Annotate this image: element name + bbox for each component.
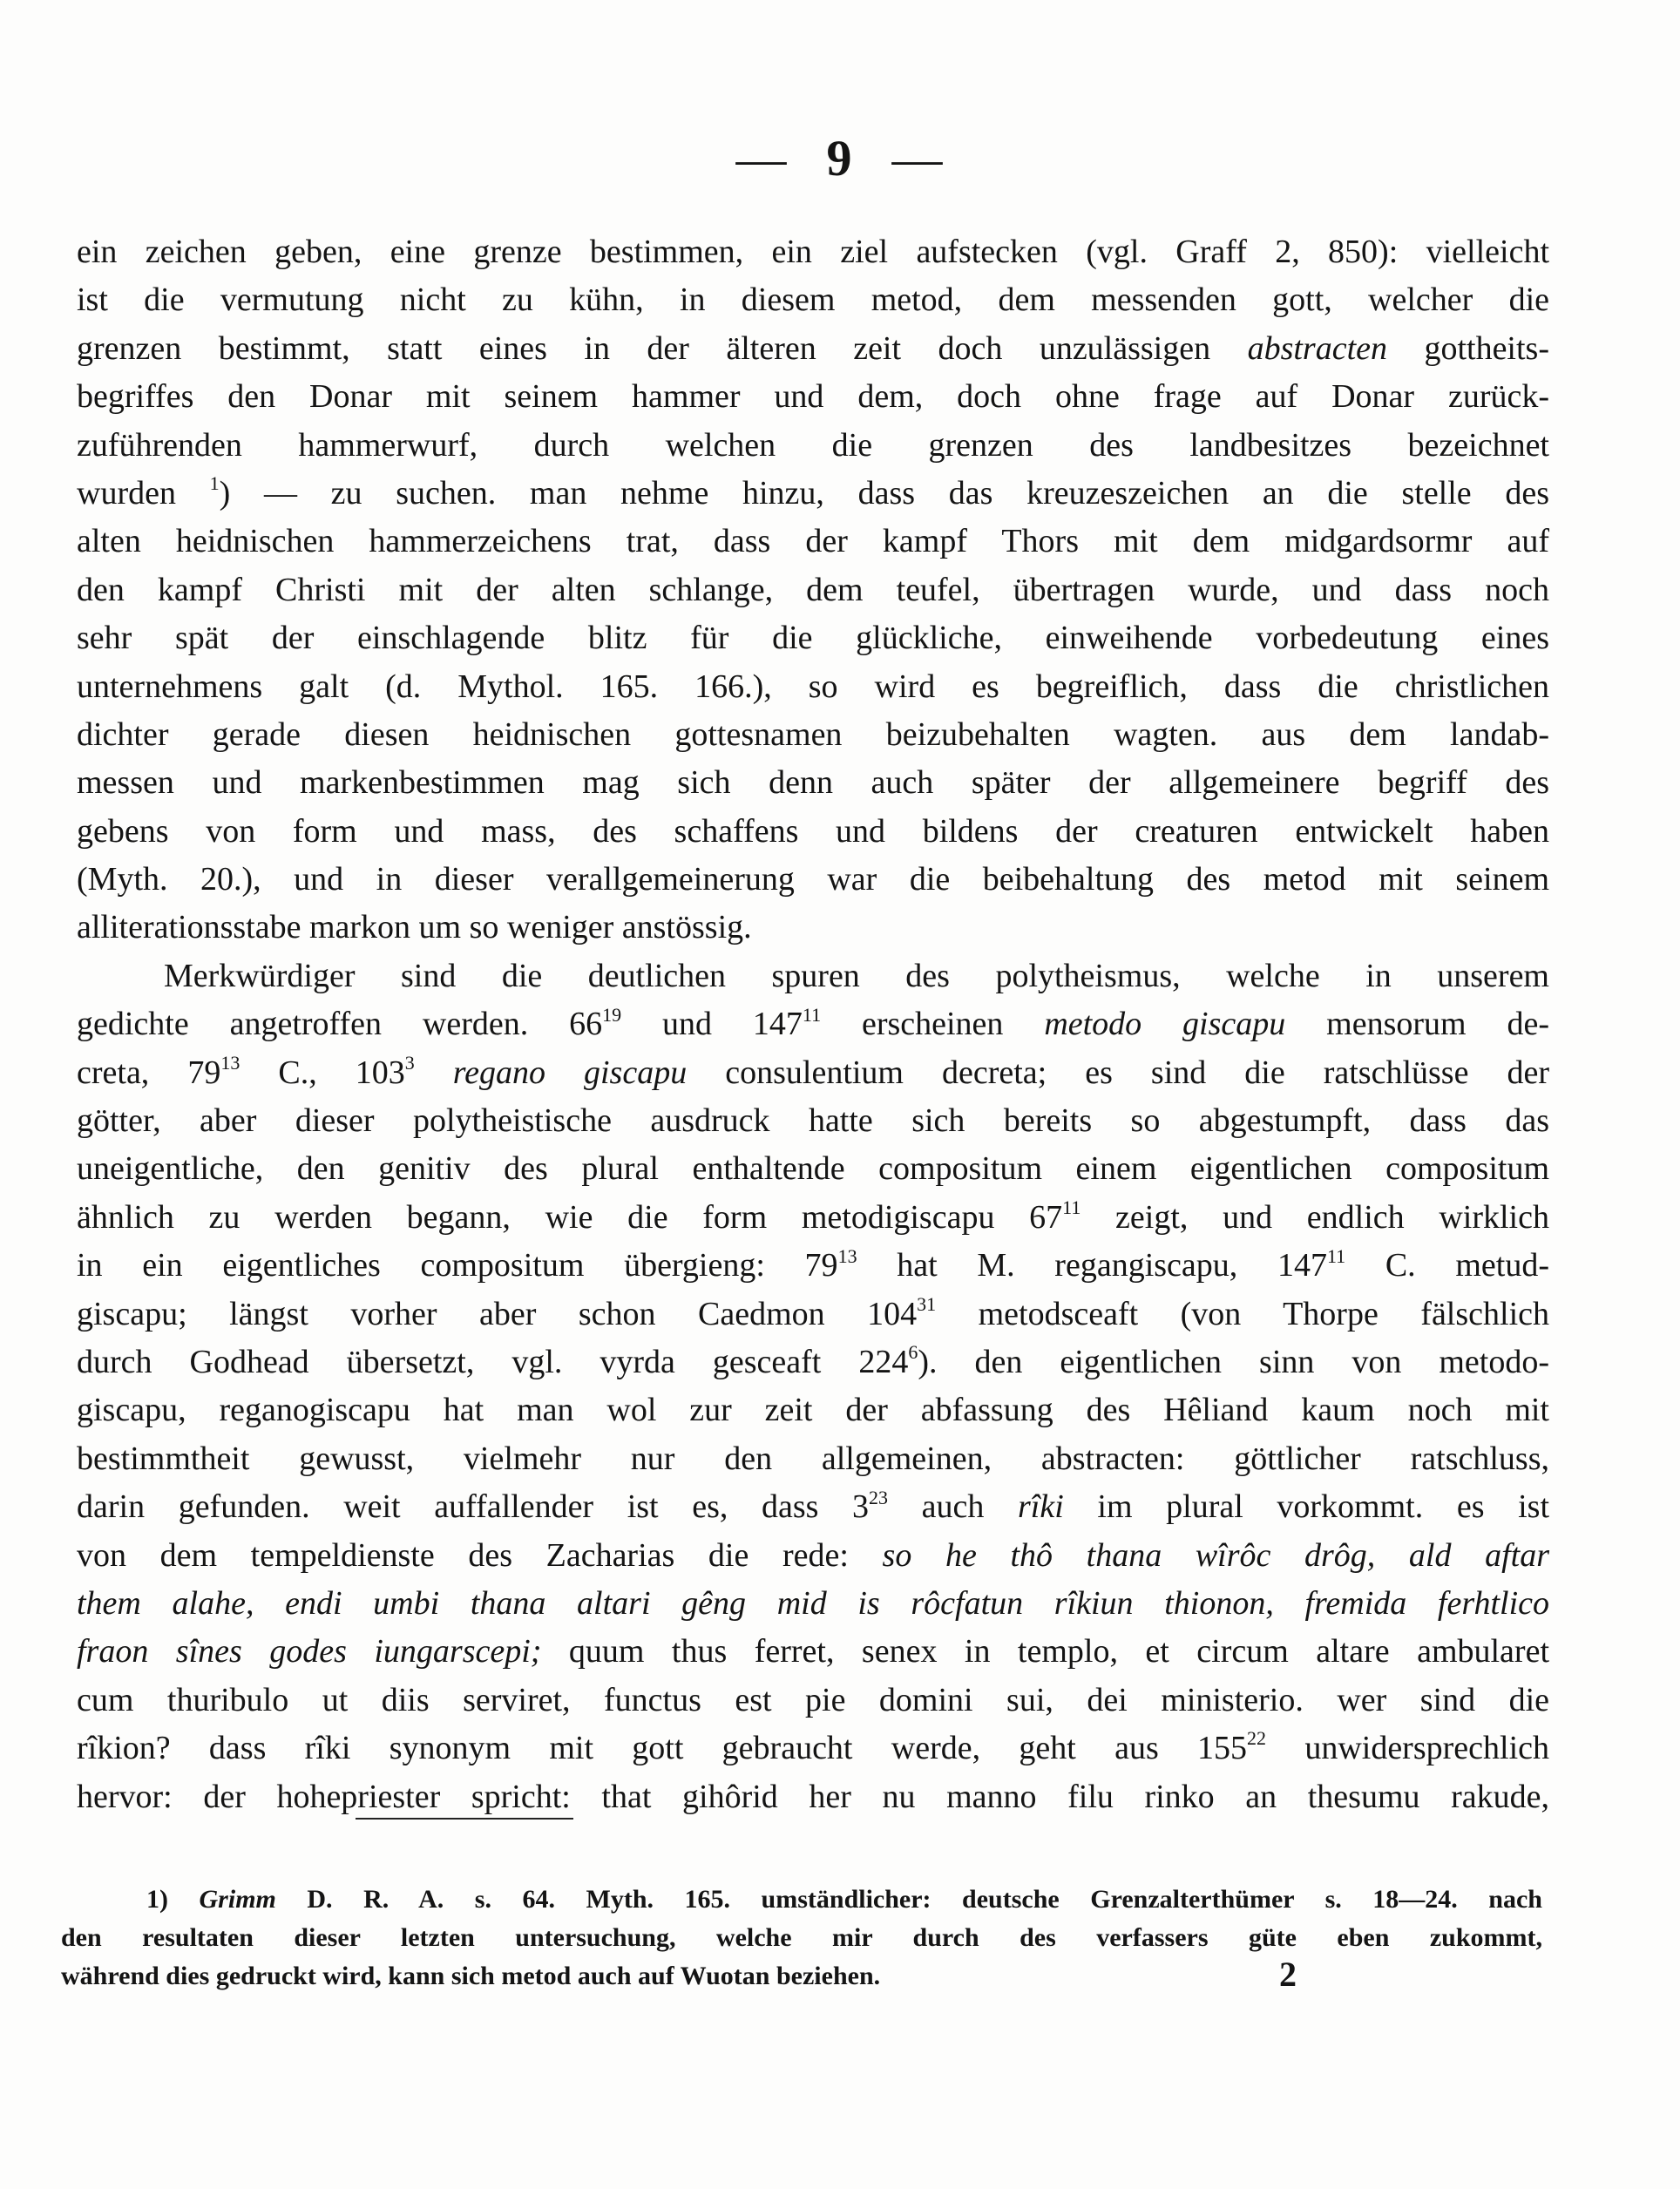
header-dash-right: — [891, 130, 945, 186]
text-line: wurden $^1$) — zu suchen. man nehme hinzu, dass das kreuzeszeichen an die stelle des [77, 472, 1549, 512]
body-text [77, 228, 1549, 1821]
text-line: den kampf Christi mit der alten schlange, dem teufel, übertragen wurde, und dass noch [77, 571, 1549, 608]
text-line: alten heidnischen hammerzeichens trat, dass der kampf Thors mit dem midgardsormr auf [77, 523, 1549, 560]
text-line: begriffes den Donar mit seinem hammer und dem, doch ohne frage auf Donar zurück- [77, 378, 1549, 416]
text-line: them alahe, endi umbi thana altari gêng mid is rôcfatun rîkiun thionon, fremida ferhtlico [77, 1584, 1549, 1622]
footnote-line: den resultaten dieser letzten untersuchung, welche mir durch des verfassers güte eben zukommt, [61, 1923, 1542, 1952]
text-line: sehr spät der einschlagende blitz für die glückliche, einweihende vorbedeutung eines [77, 620, 1549, 657]
italic-term: abstracten [1247, 329, 1387, 367]
text-line: in ein eigentliches compositum übergieng: $79^{13}$ hat M. regangiscapu, $147^{11}$ C. metud- [77, 1244, 1549, 1284]
text-line: gedichte angetroffen werden. $66^{19}$ und $147^{11}$ erscheinen metodo giscapu mensorum de- [77, 1003, 1549, 1043]
text-line: hervor: der hohepriester spricht: that gihôrid her nu manno filu rinko an thesumu rakude, [77, 1778, 1549, 1815]
text-line: unternehmens galt (d. Mythol. 165. 166.), so wird es begreiflich, dass die christlichen [77, 668, 1549, 705]
text-line: darin gefunden. weit auffallender ist es, dass $3^{23}$ auch rîki im plural vorkommt. es ist [77, 1486, 1550, 1526]
text-line: ist die vermutung nicht zu kühn, in diesem metod, dem messenden gott, welcher die [77, 281, 1549, 319]
text-line: messen und markenbestimmen mag sich denn auch später der allgemeinere begriff des [77, 764, 1549, 802]
text-line: rîkion? dass rîki synonym mit gott gebraucht werde, geht aus $155^{22}$ unwidersprechlich [77, 1727, 1549, 1767]
footnote [61, 1881, 1542, 1996]
footnote-divider [356, 1818, 573, 1820]
text-line: dichter gerade diesen heidnischen gottesnamen beizubehalten wagten. aus dem landab- [77, 715, 1549, 753]
text-line: cum thuribulo ut diis serviret, functus est pie domini sui, dei ministerio. wer sind die [77, 1681, 1549, 1718]
text-line: giscapu; längst vorher aber schon Caedmon $104^{31}$ metodsceaft (von Thorpe fälschlich [77, 1292, 1549, 1332]
text-line: creta, $79^{13}$ C., $103^3$ regano giscapu consulentium decreta; es sind die ratschlüsse der [77, 1051, 1549, 1091]
text-line: (Myth. 20.), und in dieser verallgemeinerung war die beibehaltung des metod mit seinem [77, 861, 1549, 898]
text-line: ein zeichen geben, eine grenze bestimmen, ein ziel aufstecken (vgl. Graff 2, 850): vielleicht [77, 234, 1549, 270]
footnote-ref: 1 [209, 472, 220, 495]
text-line: zuführenden hammerwurf, durch welchen die grenzen des landbesitzes bezeichnet [77, 426, 1549, 464]
text-line: gebens von form und mass, des schaffens und bildens der creaturen entwickelt haben [77, 812, 1549, 850]
text-line: uneigentliche, den genitiv des plural enthaltende compositum einem eigentlichen compositum [77, 1150, 1549, 1188]
text-line: durch Godhead übersetzt, vgl. vyrda gesceaft $224^6$). den eigentlichen sinn von metodo- [77, 1341, 1549, 1380]
page-number: 9 [826, 130, 854, 186]
text-line: götter, aber dieser polytheistische ausdruck hatte sich bereits so abgestumpft, dass das [77, 1102, 1549, 1140]
page-header [0, 129, 1680, 187]
text-line: giscapu, reganogiscapu hat man wol zur zeit der abfassung des Hêliand kaum noch mit [77, 1392, 1549, 1429]
footnote-line: während dies gedruckt wird, kann sich metod auch auf Wuotan beziehen. [61, 1962, 881, 1990]
text-line: fraon sînes godes iungarscepi; quum thus ferret, senex in templo, et circum altare ambularet [77, 1633, 1550, 1671]
footnote-line: 1) Grimm D. R. A. s. 64. Myth. 165. umständlicher: deutsche Grenzalterthümer s. 18—24. nach [146, 1885, 1542, 1914]
signature-mark: 2 [1279, 1955, 1297, 1994]
text-line: von dem tempeldienste des Zacharias die rede: so he thô thana wîrôc drôg, ald aftar [77, 1536, 1549, 1574]
text-line: grenzen bestimmt, statt eines in der älteren zeit doch unzulässigen abstracten gottheits- [77, 329, 1549, 367]
text-line: bestimmtheit gewusst, vielmehr nur den allgemeinen, abstracten: göttlicher ratschluss, [77, 1440, 1549, 1477]
header-dash-left: — [735, 130, 789, 186]
text-line: ähnlich zu werden begann, wie die form metodigiscapu $67^{11}$ zeigt, und endlich wirklich [77, 1196, 1549, 1236]
text-line: alliterationsstabe markon um so weniger anstössig. [77, 909, 752, 946]
paragraph-start: Merkwürdiger sind die deutlichen spuren des polytheismus, welche in unserem [164, 957, 1549, 994]
